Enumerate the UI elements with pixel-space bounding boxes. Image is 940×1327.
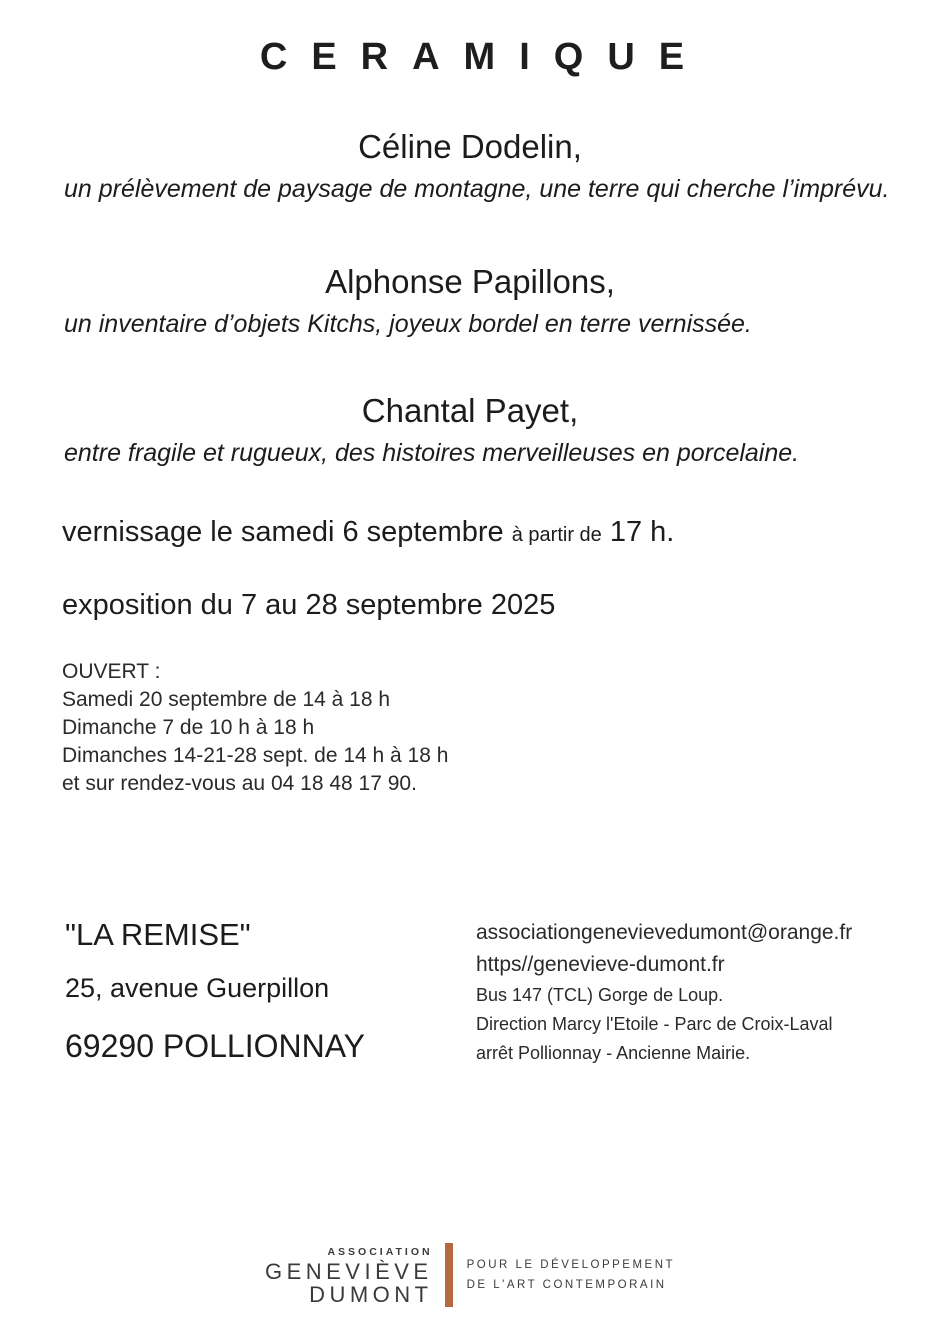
contact-block bbox=[476, 915, 852, 1068]
location-section bbox=[0, 915, 940, 1068]
artist-description: un prélèvement de paysage de montagne, une terre qui cherche l’imprévu. bbox=[64, 175, 890, 203]
opening-hours-block bbox=[0, 658, 940, 798]
vernissage-qualifier-text: à partir de bbox=[511, 524, 602, 546]
vernissage-main-text: vernissage le samedi 6 septembre bbox=[62, 516, 504, 548]
hours-heading: OUVERT : bbox=[62, 660, 161, 683]
artist-name: Alphonse Papillons, bbox=[325, 263, 615, 300]
contact-bus: Bus 147 (TCL) Gorge de Loup. bbox=[476, 985, 724, 1005]
hours-line: Dimanche 7 de 10 h à 18 h bbox=[62, 716, 315, 739]
logo-name-block bbox=[265, 1245, 433, 1306]
logo-divider-bar bbox=[445, 1243, 453, 1307]
venue-name: "LA REMISE" bbox=[65, 917, 251, 952]
logo-tagline-line2: DE L'ART CONTEMPORAIN bbox=[466, 1279, 667, 1291]
contact-website: https//genevieve-dumont.fr bbox=[476, 953, 725, 976]
venue-block bbox=[65, 915, 476, 1067]
venue-street: 25, avenue Guerpillon bbox=[65, 973, 330, 1003]
contact-email: associationgenevievedumont@orange.fr bbox=[476, 921, 853, 944]
hours-line: Samedi 20 septembre de 14 à 18 h bbox=[62, 688, 391, 711]
venue-city: 69290 POLLIONNAY bbox=[65, 1028, 366, 1064]
artist-section-celine-dodelin bbox=[0, 127, 940, 205]
hours-line: et sur rendez-vous au 04 18 48 17 90. bbox=[62, 772, 417, 795]
artist-section-alphonse-papillons bbox=[0, 262, 940, 340]
exposition-line: exposition du 7 au 28 septembre 2025 bbox=[62, 589, 556, 621]
logo-association-label: ASSOCIATION bbox=[327, 1245, 433, 1258]
artist-section-chantal-payet bbox=[0, 391, 940, 469]
artist-description: entre fragile et rugueux, des histoires merveilleuses en porcelaine. bbox=[64, 439, 800, 467]
logo-name-line1: GENEVIÈVE bbox=[264, 1258, 433, 1284]
vernissage-line bbox=[0, 514, 940, 553]
artist-description: un inventaire d’objets Kitchs, joyeux bordel en terre vernissée. bbox=[64, 310, 752, 338]
logo-tagline-line1: POUR LE DÉVELOPPEMENT bbox=[466, 1259, 676, 1271]
association-logo bbox=[0, 1243, 940, 1307]
artist-name: Chantal Payet, bbox=[361, 392, 579, 429]
page-title: CERAMIQUE bbox=[259, 36, 709, 78]
hours-line: Dimanches 14-21-28 sept. de 14 h à 18 h bbox=[62, 744, 449, 767]
logo-tagline-block bbox=[467, 1255, 675, 1295]
artist-name: Céline Dodelin, bbox=[358, 128, 582, 165]
logo-name-line2: DUMONT bbox=[309, 1281, 433, 1307]
contact-direction: Direction Marcy l'Etoile - Parc de Croix-Laval bbox=[476, 1014, 833, 1034]
contact-stop: arrêt Pollionnay - Ancienne Mairie. bbox=[476, 1043, 751, 1063]
vernissage-time-text: 17 h. bbox=[609, 516, 675, 548]
